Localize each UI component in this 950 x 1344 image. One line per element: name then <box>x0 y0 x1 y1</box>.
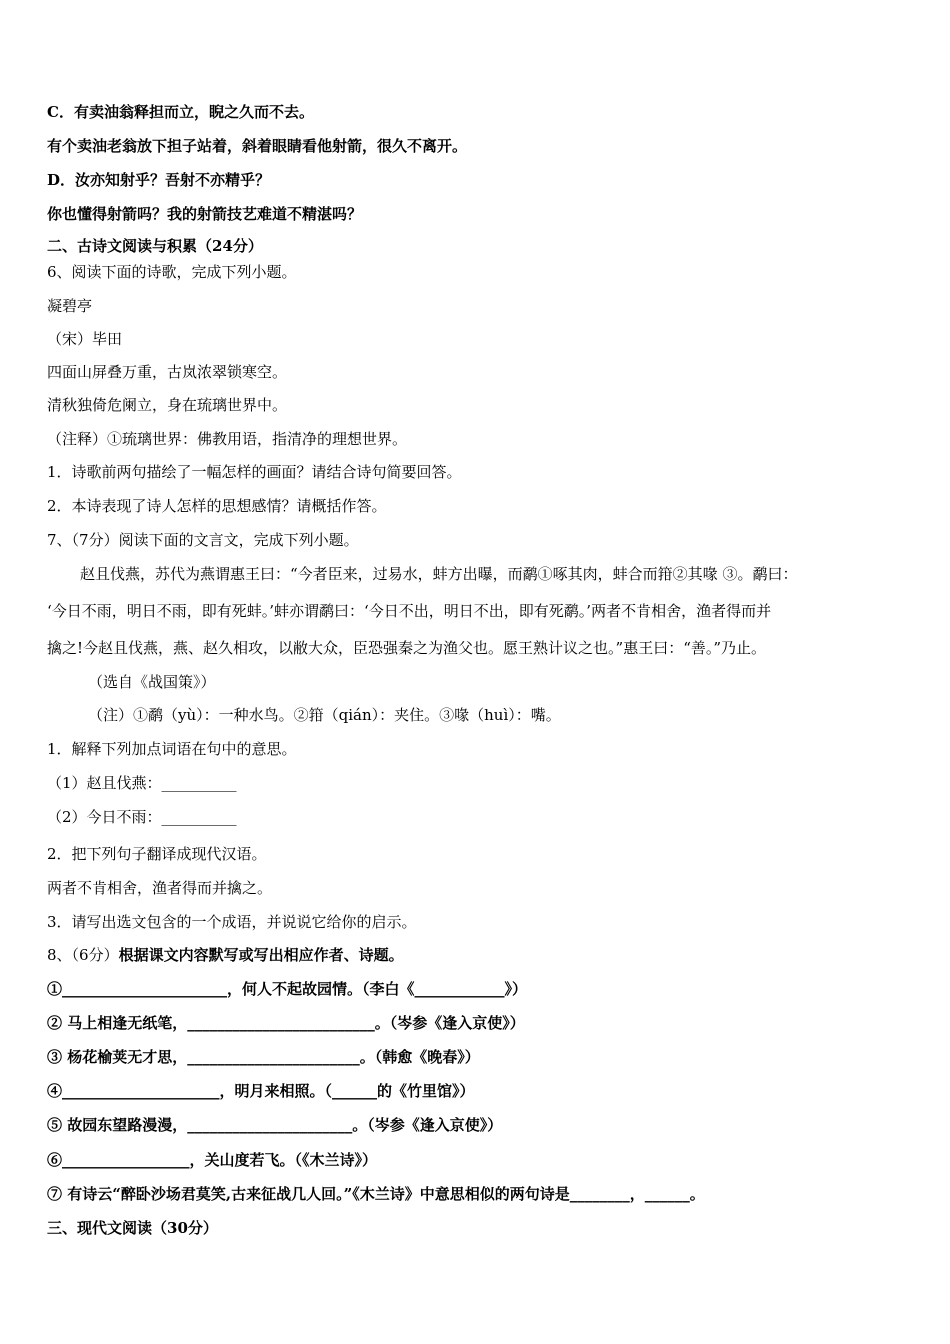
q7-sub-3: 3．请写出选文包含的一个成语，并说说它给你的启示。 <box>47 913 417 931</box>
dictation-3: ③ 杨花榆荚无才思，_______________________。（韩愈《晚春》） <box>47 1048 480 1066</box>
q6-sub-2: 2．本诗表现了诗人怎样的思想感情？请概括作答。 <box>47 497 387 515</box>
q7-sub-2-sentence: 两者不肯相舍，渔者得而并擒之。 <box>47 879 273 897</box>
section-heading-2: 二、古诗文阅读与积累（24分） <box>47 237 263 255</box>
classical-text-line-3: 擒之!今赵且伐燕，燕、赵久相攻，以敝大众，臣恐强秦之为渔父也。愿王熟计议之也。”惠王曰：“善。”乃止。 <box>47 639 767 657</box>
dictation-5: ⑤ 故园东望路漫漫，______________________。（岑参《逢入京使》） <box>47 1116 503 1134</box>
question-8-number: 8、（6分） <box>47 946 119 964</box>
dictation-6: ⑥_________________，关山度若飞。（《木兰诗》） <box>47 1151 378 1169</box>
option-d: D．汝亦知射乎？吾射不亦精乎？ <box>47 171 271 189</box>
dictation-4: ④_____________________，明月来相照。（______的《竹里馆》） <box>47 1082 475 1100</box>
poem-line-2: 清秋独倚危阑立，身在琉璃世界中。 <box>47 396 288 414</box>
classical-notes: （注）①鹬（yù）：一种水鸟。②箝（qián）：夹住。③喙（huì）：嘴。 <box>88 706 561 724</box>
q7-sub-2: 2．把下列句子翻译成现代汉语。 <box>47 845 267 863</box>
q7-sub-1: 1．解释下列加点词语在句中的意思。 <box>47 740 297 758</box>
section-heading-3: 三、现代文阅读（30分） <box>47 1219 218 1237</box>
option-c-translation: 有个卖油老翁放下担子站着，斜着眼睛看他射箭，很久不离开。 <box>47 137 468 155</box>
question-7: 7、（7分）阅读下面的文言文，完成下列小题。 <box>47 531 359 549</box>
classical-text-line-1: 赵且伐燕，苏代为燕谓惠王曰：“今者臣来，过易水，蚌方出曝，而鹬①啄其肉，蚌合而箝②其喙 ③。鹬曰： <box>80 565 798 583</box>
option-c: C．有卖油翁释担而立，睨之久而不去。 <box>47 103 314 121</box>
option-d-translation: 你也懂得射箭吗？我的射箭技艺难道不精湛吗？ <box>47 205 363 223</box>
q7-sub-1-item-2: （2）今日不雨：__________ <box>47 808 237 826</box>
poem-author: （宋）毕田 <box>47 330 123 348</box>
question-8 <box>47 945 404 965</box>
poem-title: 凝碧亭 <box>47 297 93 315</box>
q6-sub-1: 1．诗歌前两句描绘了一幅怎样的画面？请结合诗句简要回答。 <box>47 463 462 481</box>
question-8-prompt: 根据课文内容默写或写出相应作者、诗题。 <box>118 946 404 964</box>
poem-line-1: 四面山屏叠万重，古岚浓翠锁寒空。 <box>47 363 288 381</box>
classical-text-line-2: ‘今日不雨，明日不雨，即有死蚌。’蚌亦谓鹬曰：‘今日不出，明日不出，即有死鹬。’两者不肯相舍，渔者得而并 <box>47 602 772 620</box>
q7-sub-1-item-1: （1）赵且伐燕：__________ <box>47 774 237 792</box>
dictation-2: ② 马上相逢无纸笔，_________________________。（岑参《逢入京使》） <box>47 1014 525 1032</box>
question-6: 6、阅读下面的诗歌，完成下列小题。 <box>47 263 297 281</box>
dictation-7: ⑦ 有诗云“醉卧沙场君莫笑,古来征战几人回。”《木兰诗》中意思相似的两句诗是________，______。 <box>47 1185 705 1203</box>
poem-note: （注释）①琉璃世界：佛教用语，指清净的理想世界。 <box>47 430 408 448</box>
classical-source: （选自《战国策》） <box>88 673 216 691</box>
dictation-1: ①______________________，何人不起故园情。（李白《____________》） <box>47 980 528 998</box>
